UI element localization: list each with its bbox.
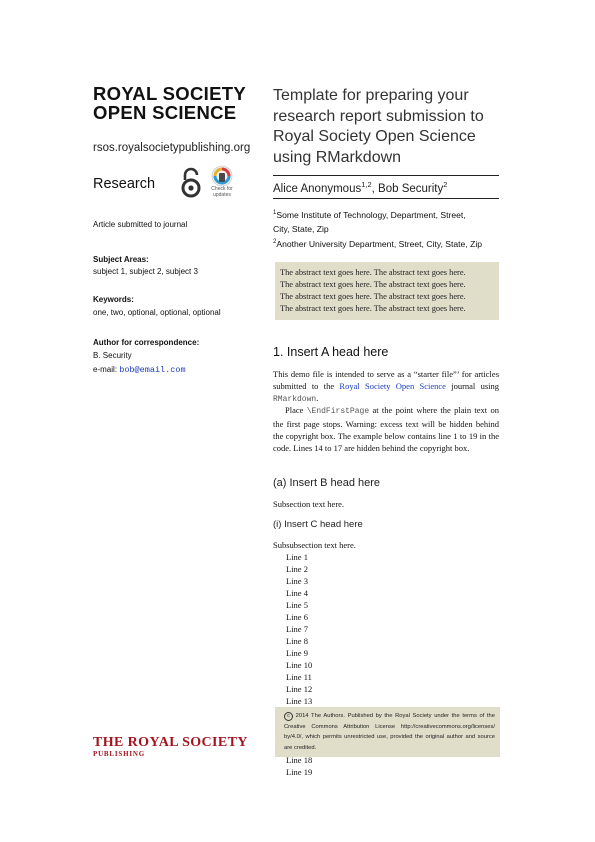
affiliation-2: [273, 235, 508, 251]
paragraph-text: at the point where the plain text on the first page stops. Warning: excess text will be hidden behind the copyright box. The example below contains line 1 to 19 in the code. Lines 14 to 17 are hidden behind the copyright box.: [273, 405, 499, 453]
abstract-line: The abstract text goes here. The abstract text goes here.: [280, 292, 466, 301]
author-list: [273, 180, 447, 195]
paragraph-text: journal using: [445, 381, 499, 391]
list-item: Line 12: [286, 684, 313, 694]
journal-logo-line1: ROYAL SOCIETY: [93, 83, 246, 104]
abstract-line: The abstract text goes here. The abstract text goes here.: [280, 268, 466, 277]
paragraph-2: [273, 404, 499, 454]
copyright-symbol-icon: c: [284, 712, 293, 721]
subsubsection-text: Subsubsection text here.: [273, 540, 356, 550]
line-list-bottom: [286, 754, 312, 778]
check-for-updates-icon[interactable]: [207, 165, 237, 205]
open-access-icon: [180, 167, 202, 199]
list-item: Line 10: [286, 660, 313, 670]
publisher-logo-sub: PUBLISHING: [93, 750, 145, 758]
email-label: e-mail:: [93, 365, 120, 374]
affil-sup: 1: [273, 210, 277, 216]
abstract-line: The abstract text goes here. The abstract text goes here.: [280, 304, 466, 313]
correspondence-heading: Author for correspondence:: [93, 338, 200, 347]
check-for-updates-label: Check for updates: [211, 186, 233, 198]
publisher-logo-main: THE ROYAL SOCIETY: [93, 735, 248, 750]
copyright-statement: 2014 The Authors. Published by the Royal Society under the terms of the Creative Commons Attribution License http://creativecommons.org/licenses/ by/4.0/, which permits unrestricted use, provided the original author and source are credited.: [284, 713, 495, 751]
list-item: Line 5: [286, 600, 308, 610]
abstract-line: The abstract text goes here. The abstract text goes here.: [280, 280, 466, 289]
paper-title: [273, 86, 513, 168]
submission-note: Article submitted to journal: [93, 220, 188, 229]
list-item: Line 6: [286, 612, 308, 622]
publisher-logo: [93, 735, 248, 758]
journal-logo-line2: OPEN SCIENCE: [93, 102, 237, 123]
paragraph-text: .: [316, 393, 319, 403]
section-heading-b: (a) Insert B head here: [273, 477, 381, 489]
email-link[interactable]: bob@email.com: [119, 365, 186, 375]
author-affil-sup: 2: [443, 180, 448, 189]
title-rule-bottom: [273, 198, 499, 199]
paragraph-1: [273, 368, 499, 406]
affiliation-1: [273, 206, 508, 236]
list-item: Line 4: [286, 588, 308, 598]
keywords-value: one, two, optional, optional, optional: [93, 308, 221, 317]
list-item: Line 13: [286, 696, 313, 706]
line-list-top: [286, 551, 312, 707]
correspondence-email: [93, 365, 186, 375]
author-affil-sup: 1,2: [361, 180, 372, 189]
inline-code: RMarkdown: [273, 395, 317, 404]
list-item: Line 7: [286, 624, 308, 634]
title-line: Template for preparing your: [273, 87, 469, 104]
title-line: using RMarkdown: [273, 148, 402, 166]
title-line: Royal Society Open Science: [273, 128, 476, 145]
journal-url[interactable]: rsos.royalsocietypublishing.org: [93, 142, 251, 154]
list-item: Line 11: [286, 672, 312, 682]
affil-sup: 2: [273, 239, 277, 245]
journal-link[interactable]: Royal Society Open Science: [339, 381, 446, 391]
article-type: Research: [93, 176, 156, 192]
paragraph-text: Place: [285, 405, 307, 415]
inline-code: \EndFirstPage: [306, 407, 370, 416]
affil-text: Another University Department, Street, City, State, Zip: [276, 238, 483, 249]
title-line: research report submission to: [273, 107, 484, 125]
list-item: Line 18: [286, 755, 313, 765]
journal-logo: [93, 84, 246, 122]
list-item: Line 9: [286, 648, 308, 658]
list-item: Line 19: [286, 767, 313, 777]
author-name: Bob Security: [378, 182, 444, 195]
author-name: Alice Anonymous: [273, 182, 362, 195]
abstract-box: [275, 262, 499, 320]
abstract-text: [280, 267, 496, 315]
section-heading-a: 1. Insert A head here: [273, 345, 389, 359]
subject-areas-heading: Subject Areas:: [93, 255, 149, 264]
affil-text: City, State, Zip: [273, 223, 329, 234]
paragraph-text: This demo file is intended to serve as a “starter file”’ for articles submitted to the: [273, 369, 499, 391]
list-item: Line 2: [286, 564, 308, 574]
affil-text: Some Institute of Technology, Department, Street,: [276, 209, 466, 220]
section-heading-c: (i) Insert C head here: [273, 519, 363, 530]
copyright-box: [275, 707, 500, 757]
title-rule-top: [273, 175, 499, 176]
subject-areas-value: subject 1, subject 2, subject 3: [93, 267, 198, 276]
copyright-text: [284, 711, 495, 753]
keywords-heading: Keywords:: [93, 295, 134, 304]
author-separator: ,: [371, 182, 379, 195]
list-item: Line 1: [286, 552, 308, 562]
subsection-text: Subsection text here.: [273, 499, 345, 509]
correspondence-name: B. Security: [93, 351, 132, 360]
list-item: Line 8: [286, 636, 308, 646]
list-item: Line 3: [286, 576, 308, 586]
